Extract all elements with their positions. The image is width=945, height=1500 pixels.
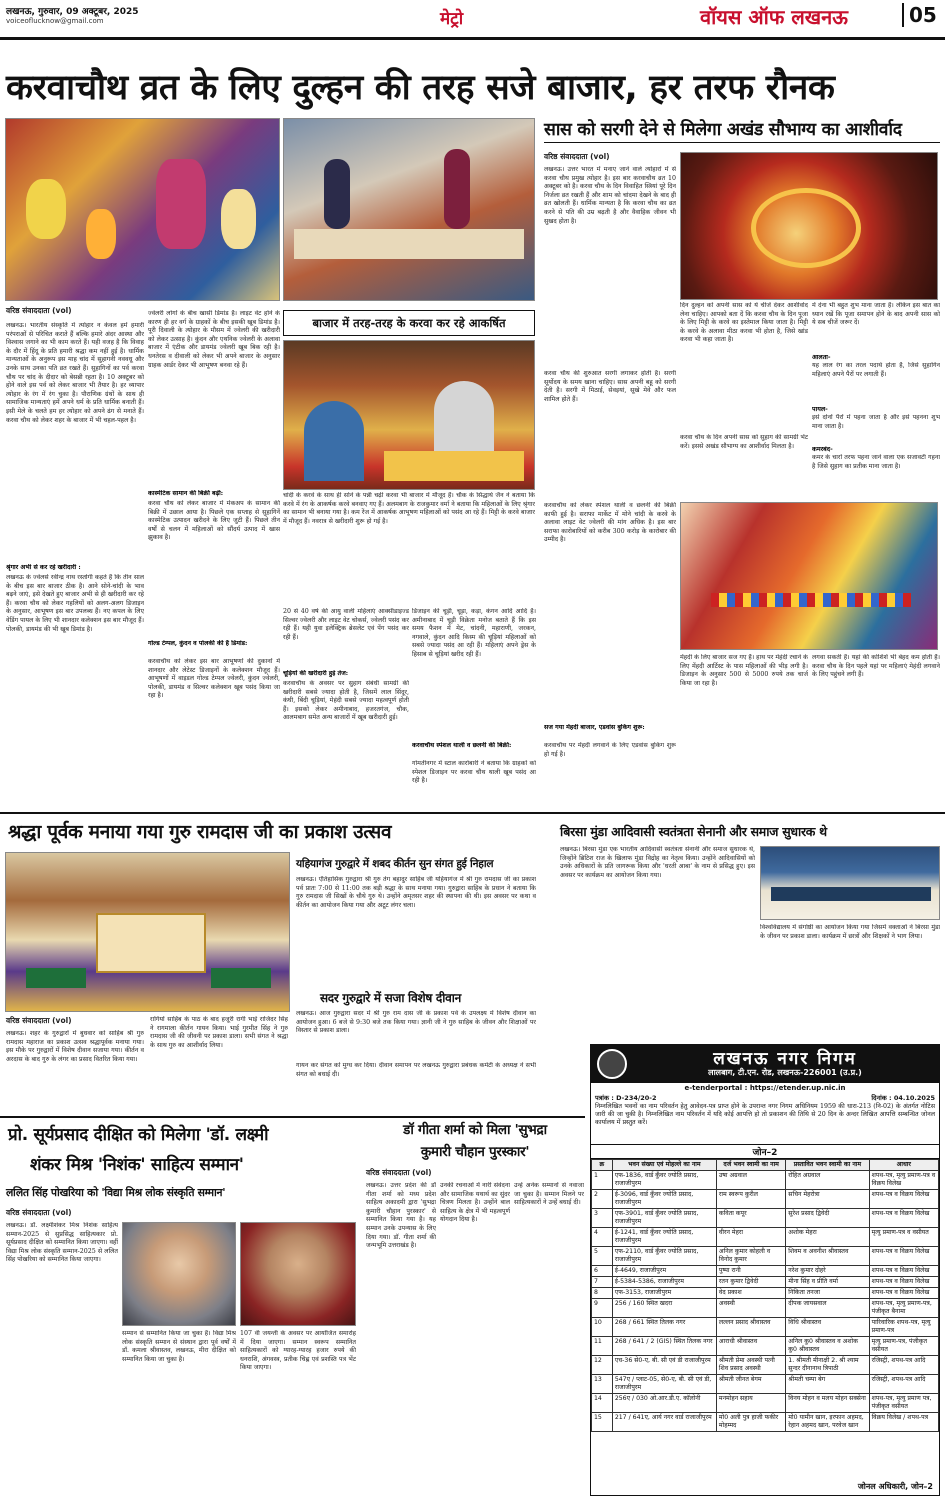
table-cell: 6: [592, 1266, 613, 1277]
table-cell: 4: [592, 1228, 613, 1247]
table-row: [592, 1171, 939, 1190]
main-byline: वरिष्ठ संवाददाता (vol): [6, 306, 72, 315]
table-header-cell: प्रस्तावित भवन स्वामी का नाम: [786, 1160, 869, 1171]
table-row: [592, 1288, 939, 1299]
sargi-col3-head3: कमरबंद-: [812, 446, 833, 453]
main-col1-head: श्रृंगार अभी से कर रहे खरीदारी :: [6, 564, 81, 571]
table-cell: 14: [592, 1394, 613, 1413]
table-row: [592, 1375, 939, 1394]
nagar-nigam-tender[interactable]: e-tenderportal : https://etender.up.nic.in: [684, 1084, 846, 1092]
guru-headline: श्रद्धा पूर्वक मनाया गया गुरु रामदास जी का प्रकाश उत्सव: [8, 821, 392, 843]
sargi-col1: लखनऊ। उत्तर भारत में मनाए जाने वाले त्योहारों में से करवा चौथ प्रमुख त्योहार है। इस बार करवाचौथ व्रत 10 अक्टूबर को है। करवा चौथ के दिन विवाहित स्त्रियां पूरे दिन निर्जला व्रत रखती हैं और शाम को चांदमा देखने के बाद ही व्रत खोलती हैं। धार्मिक मान्यता है कि करवा चौथ का व्रत करने से पति की उम्र बढ़ती है और वैवाहिक जीवन भी सुखद होता है।: [544, 166, 676, 225]
table-cell: ई-3096, वार्ड कुँवर ज्योति प्रसाद, राजाजीपुरम: [612, 1190, 716, 1209]
table-cell: निकिता तनजा: [786, 1288, 869, 1299]
table-cell: 256ए / 030 ओ.आर.डी.ए. कॉलोनी: [612, 1394, 716, 1413]
name-change-table: [591, 1159, 939, 1432]
table-row: [592, 1247, 939, 1266]
table-cell: शपथ-पत्र व विक्रय विलेख: [869, 1247, 938, 1266]
gurudwara-photo: [5, 852, 290, 1012]
main-col3b: 20 से 40 वर्ष की आयु वाली महिलाएं आक्सीडाइज्ड सिल्वर ज्वेलरी और लाइट वेट चोकर्स, ज्वेलरी पसंद कर रही हैं। यही युवा इलेक्ट्रिक ब्रेसलेट एवं पेंग पसंद कर रही हैं।: [283, 608, 409, 641]
table-cell: 1: [592, 1171, 613, 1190]
table-cell: 1. श्रीमती मीनाक्षी 2. श्री श्याम सुन्दर दीनानाथ त्रिपाठी: [786, 1356, 869, 1375]
nagar-nigam-banner: [591, 1045, 939, 1083]
main-col3: चांदी के करवे के साथ ही सोने के पन्नी चढ़ी करवा भी बाजार में मौजूद हैं। चौक के सिद्धार्थ जैन ने बताया कि करवे में रंग के आकर्षक करवे बनवाए गए हैं। अलमबाग के राजकुमार वर्मा ने बताया कि महिलाओं के लिए श्रृंगार का सामान भी बनाया गया है। कम रेंज में आकर्षक आभूषण महिलाओं को पसंद आ रहे हैं। मिट्टी के करवे बाजार में मौजूद हैं। नवरात्र से खरीदारी शुरू हो गई है।: [283, 492, 535, 525]
table-cell: विक्रय विलेख / शपथ-पत्र: [869, 1413, 938, 1432]
table-cell: रतन कुमार द्विवेदी: [716, 1277, 785, 1288]
table-cell: ई-1241, वार्ड कुँवर ज्योति प्रसाद, राजाजीपुरम: [612, 1228, 716, 1247]
table-cell: विधि श्रीवास्तव: [786, 1318, 869, 1337]
geeta-headline-1: डॉ गीता शर्मा को मिला 'सुभद्रा: [403, 1122, 547, 1138]
table-cell: वेद प्रकाश: [716, 1288, 785, 1299]
table-cell: नरेश कुमार दोहरे: [786, 1266, 869, 1277]
table-cell: वीरन मेहरा: [716, 1228, 785, 1247]
table-header-cell: दर्ज भवन स्वामी का नाम: [716, 1160, 785, 1171]
table-cell: अनिल कु0 श्रीवास्तव व अशोक कु0 श्रीवास्तव: [786, 1337, 869, 1356]
karwa-subhead-box: [283, 310, 535, 336]
sargi-col3c: इसे दोनों पैरों में पहना जाता है और इसे पहनना शुभ माना जाता है।: [812, 414, 940, 430]
table-cell: रजिस्ट्री, शपथ-पत्र आदि: [869, 1375, 938, 1394]
zone-label: जोन–2: [591, 1144, 939, 1159]
sargi-thali-photo: [680, 152, 938, 300]
table-cell: राम स्वरूप कुरील: [716, 1190, 785, 1209]
table-cell: शपथ-पत्र, मृत्यु प्रमाण-पत्र, पंजीकृत बैनामा: [869, 1299, 938, 1318]
table-cell: शपथ-पत्र व विक्रय विलेख: [869, 1266, 938, 1277]
masthead: वॉयस ऑफ लखनऊ: [700, 5, 848, 29]
birsa-event-photo: [760, 846, 940, 920]
bazar-col3: लगवा सकती हैं। यहां की कोशिशें भी बेहद कम होती हैं। करवा चौथ के दिन पहले यहां पर महिलाएं मेहंदी लगवाने के लिए पहुंचने लगी हैं।: [812, 654, 940, 679]
table-cell: शपथ-पत्र, मृत्यु प्रमाण पत्र, पंजीकृत वसीयत: [869, 1394, 938, 1413]
table-cell: अशोक मेहरा: [786, 1228, 869, 1247]
table-cell: पारिवारिक शपथ-पत्र, मृत्यु प्रमाण-पत्र: [869, 1318, 938, 1337]
sargi-col3b: यह लाल रंग का तरल पदार्थ होता है, जिसे सुहागिन महिलाएं अपने पैरों पर लगाती हैं।: [812, 362, 940, 378]
portrait-suryaprasad: [122, 1222, 236, 1326]
market-photo-1: [5, 118, 280, 301]
patrank: पत्रांक : D-234/20-2: [595, 1094, 657, 1102]
table-cell: शपथ-पत्र, मृत्यु प्रमाण-पत्र व विक्रय विलेख: [869, 1171, 938, 1190]
main-col2b: करवा चौथ को लेकर बाजार में मेकअप के सामान की बिक्री में उछाल आया है। पिछले एक सप्ताह से सुहागिनें कास्मेटिक उत्पादन खरीदने के लिए जुटी हैं। पिछले तीन वर्षों से चलन में महिलाओं को सौंदर्य उत्पाद में खास झुकाव है।: [148, 500, 280, 542]
zonal-officer: जोनल अधिकारी, जोन–2: [857, 1482, 933, 1491]
page-number: 05: [902, 3, 937, 27]
karwa-shop-photo: [283, 340, 535, 490]
table-cell: ई-5384-5386, राजाजीपुरम: [612, 1277, 716, 1288]
sargi-headline: सास को सरगी देने से मिलेगा अखंड सौभाग्य का आशीर्वाद: [544, 118, 940, 143]
bangles-photo: [680, 502, 938, 650]
sargi-col2b: करवा चौथ के दिन अपनी सास को सुहाग की सामग्री भेंट करें। इससे अखंड सौभाग्य का आशीर्वाद मिलता है।: [680, 434, 808, 450]
table-row: [592, 1413, 939, 1432]
table-cell: आराधी श्रीवास्तव: [716, 1337, 785, 1356]
geeta-col3: उन्हें अनेक सम्मानों से नवाजा जा चुका है। सम्मान मिलने पर साहित्यकारों ने उन्हें बधाई दी।: [514, 1182, 584, 1207]
table-row: [592, 1277, 939, 1288]
table-cell: 9: [592, 1299, 613, 1318]
birsa-col1: लखनऊ। बिरसा मुंडा एक भारतीय आदिवासी स्वतंत्रता सेनानी और समाज सुधारक थे, जिन्होंने ब्रिटिश राज के खिलाफ मुंडा विद्रोह का नेतृत्व किया। उन्होंने आदिवासियों को उनके अधिकारों के प्रति जागरूक किया और 'धरती आबा' के नाम से प्रसिद्ध हुए। इस अवसर पर कार्यक्रम का आयोजन किया गया।: [560, 846, 755, 879]
geeta-col2: उनकी रचनाओं में नारी संवेदना और सामाजिक यथार्थ का सुंदर चित्रण मिलता है। उन्होंने बाल साहित्य के क्षेत्र में भी महत्वपूर्ण योगदान दिया है।: [440, 1182, 510, 1224]
sahitya-subheadline: ललित सिंह पोखरिया को 'विद्या मिश्र लोक संस्कृति सम्मान': [6, 1186, 226, 1199]
page-header: [0, 0, 945, 40]
table-cell: विनय मोहन व मलय मोहन सक्सेना: [786, 1394, 869, 1413]
table-cell: शपथ-पत्र व विक्रय विलेख: [869, 1277, 938, 1288]
sargi-col2: दिन दुल्हन को अपनी सास को ये चीजें देकर आशीर्वाद लेना चाहिए। आपको बता दें कि करवा चौथ के दिन पूजा के लिए मिट्टी के करवे का इस्तेमाल किया जाता है। मिट्टी के करवे के अलावा मीठा करवा भी होता है, जिसे खांड करवा भी कहा जाता है।: [680, 302, 808, 344]
table-cell: 268 / 661 स्थित तिलक नगर: [612, 1318, 716, 1337]
main-col2c: करवाचौथ को लेकर इस बार आभूषणों की दुकानों में शानदार और लेटेस्ट डिजाइनों के कलेक्शन मौजूद हैं। आभूषणों में वाइडल गोल्ड टेम्पल ज्वेलरी, कुंदन ज्वेलरी, पोलकी, डायमंड व सिल्वर कलेक्शन खूब पसंद किया जा रहा है।: [148, 658, 280, 700]
table-cell: शपथ-पत्र व विक्रय विलेख: [869, 1209, 938, 1228]
sadar-text2: गायन कर संगत को मुग्ध कर दिया। दीवान समापन पर लखनऊ गुरुद्वारा प्रबंधक कमेटी के अध्यक्ष ने सभी संगत को बधाई दी।: [296, 1062, 536, 1078]
table-cell: एफ-3153, राजाजीपुरम: [612, 1288, 716, 1299]
table-row: [592, 1209, 939, 1228]
table-cell: एफ-3901, वार्ड कुँवर ज्योति प्रसाद, राजाजीपुरम: [612, 1209, 716, 1228]
main-col4b: गोमतीनगर में स्टाल कारोबारी ने बताया कि ग्राहकों को स्पेशल डिजाइन पर करवा चौथ थाली खूब पसंद आ रही है।: [412, 760, 536, 785]
table-row: [592, 1337, 939, 1356]
table-cell: श्रीमती प्रेमा अवस्थी पत्नी शिव प्रसाद अवस्थी: [716, 1356, 785, 1375]
table-row: [592, 1266, 939, 1277]
guru-byline: वरिष्ठ संवाददाता (vol): [6, 1016, 72, 1025]
table-cell: श्रीमती जीनत बेगम: [716, 1375, 785, 1394]
table-cell: अवस्थी: [716, 1299, 785, 1318]
table-cell: दीपक जायसवाल: [786, 1299, 869, 1318]
sargi-col1b: करवा चौथ की शुरुआत सरगी लगाकर होती है। सरगी सूर्योदय के समय खाना चाहिए। सास अपनी बहू को सरगी देती है। सरगी में मिठाई, सेवइयां, सूखे मेवे और फल शामिल होते हैं।: [544, 370, 676, 403]
table-cell: मृत्यु प्रमाण-पत्र, पंजीकृत वसीयत: [869, 1337, 938, 1356]
table-row: [592, 1394, 939, 1413]
sahitya-headline-2: शंकर मिश्र 'निशंक' साहित्य सम्मान': [30, 1155, 244, 1175]
table-cell: 268 / 641 / 2 (GIS) स्थित तिलक नगर: [612, 1337, 716, 1356]
table-header-cell: भवन संख्या एवं मोहल्ले का नाम: [612, 1160, 716, 1171]
birsa-col2: विश्वविद्यालय में संगोष्ठी का आयोजन किया गया जिसमें वक्ताओं ने बिरसा मुंडा के जीवन पर प्रकाश डाला। कार्यक्रम में छात्रों और शिक्षकों ने भाग लिया।: [760, 924, 940, 940]
main-col3-head: चूड़ियों की खरीदारी हुई तेज:: [283, 670, 349, 677]
geeta-headline-2: कुमारी चौहान पुरस्कार': [420, 1144, 530, 1160]
table-cell: ई-4649, राजाजीपुरम: [612, 1266, 716, 1277]
table-cell: लल्लन प्रसाद श्रीवास्तव: [716, 1318, 785, 1337]
main-col2-head2: गोल्ड टेम्पल, कुंदन व पोलकी की है डिमांड:: [148, 640, 248, 647]
main-col1: लखनऊ। भारतीय संस्कृति में त्योहार न केवल हमें हमारी परंपराओं से परिचित कराते हैं बल्कि हमारे अंदर आस्था और विश्वास जगाने का भी काम करते हैं। यही वजह है कि विवाह के दौर में हिंदू के प्रति हमारी श्रद्धा कम नहीं हुई है। धार्मिक मान्यताओं के अनुरूप इस माह चांद में सुहागनी नववधू और उनके साथ उनका पति व्रत रखते हैं। सुहागिनों का पर्व करवा चौथ पर चांद के दीदार को बेसब्री रहता है। 10 अक्टूबर को होने वाले इस पर्व को लेकर बाजार भी तैयार है। हर व्यापार त्योहार के रंग में रंग चुका है। पौराणिक ग्रंथों के साथ ही सामाजिक मान्यताएं हमें अपने धर्म के प्रति धार्मिक बनाती हैं। इसी मेले के चलते हम हर त्योहार को अपने ढंग से मनाते हैं। करवा चौथ को लेकर शहर के बाजार में भी चहल-पहल है।: [6, 322, 144, 424]
table-cell: 10: [592, 1318, 613, 1337]
main-col3c: करवाचौथ के अवसर पर सुहाग संबंधी सामग्री की खरीदारी सबसे ज्यादा होती है, जिसमें लाल सिंदूर, कंघी, बिंदी चूड़ियां, मेहंदी सबसे ज्यादा महत्वपूर्ण होती हैं। इसको लेकर अमीनाबाद, हजरतगंज, चौक, आलमबाग समेत अन्य बाजारों में खूब खरीदारी हुई।: [283, 680, 409, 722]
table-cell: पुष्पा रानी: [716, 1266, 785, 1277]
table-cell: रजिस्ट्री, शपथ-पत्र आदि: [869, 1356, 938, 1375]
main-col2: ज्वेलरी लोगों के बीच खासी डिमांड है। लाइट वेट होने के कारण ही हर वर्ग के ग्राहकों के बीच इसकी खूब डिमांड है। पूरी दिवाली के त्योहार के मौसम में ज्वेलरी की खरीदारी को लेकर उत्साह है। कुंदन और एथनिक ज्वेलरी के अलावा बाजार में एंटीक और डायमंड ज्वेलरी खूब बिक रही है। धनतेरस व दीवाली को लेकर भी अपने बाजार के अनुसार ग्राहक आर्डर देकर भी आभूषण बनवा रहे हैं।: [148, 310, 280, 369]
lower-divider: [0, 1116, 585, 1118]
table-header-cell: क्र: [592, 1160, 613, 1171]
table-cell: अनिल कुमार कोहली व विनोद कुमार: [716, 1247, 785, 1266]
sargi-col3: में देना भी बहुत शुभ माना जाता है। लेकिन इस बात का ध्यान रखें कि पूजा समापन होने के बाद अपनी सास को ये सब चीजें जरूर दें।: [812, 302, 940, 327]
table-cell: एफ-1836, वार्ड कुँवर ज्योति प्रसाद, राजाजीपुरम: [612, 1171, 716, 1190]
yahiyaganj-subheadline: यहियागंज गुरुद्वारे में शबद कीर्तन सुन संगत हुई निहाल: [296, 858, 494, 870]
section-divider: [0, 812, 945, 814]
table-cell: शपथ-पत्र व विक्रय विलेख: [869, 1190, 938, 1209]
sadar-subheadline: सदर गुरुद्वारे में सजा विशेष दीवान: [320, 991, 461, 1005]
table-cell: मीना सिंह व प्रीति वर्मा: [786, 1277, 869, 1288]
dinank: दिनांक : 04.10.2025: [871, 1094, 935, 1102]
table-cell: 8: [592, 1288, 613, 1299]
table-cell: 547ए / प्लाट-05, से0-ए, बी. सी एवं डी, राजाजीपुरम: [612, 1375, 716, 1394]
table-cell: 13: [592, 1375, 613, 1394]
table-row: [592, 1318, 939, 1337]
yahiyaganj-text: लखनऊ। ऐतिहासिक गुरुद्वारा श्री गुरु तेग बहादुर साहिब जी यहियागंज में श्री गुरु रामदास जी का प्रकाश पर्व प्रातः 7:00 से 11:00 तक बड़ी श्रद्धा के साथ मनाया गया। गुरुद्वारा साहिब के प्रधान ने बताया कि गुरु रामदास जी सिखों के चौथे गुरु थे। उन्होंने अमृतसर शहर की स्थापना की थी। इस अवसर पर कथा व कीर्तन का आयोजन किया गया और अटूट लंगर चला।: [296, 876, 536, 909]
sahitya-headline-1: प्रो. सूर्यप्रसाद दीक्षित को मिलेगा 'डॉ. लक्ष्मी: [8, 1125, 269, 1145]
table-cell: 217 / 641ए, आर्य नगर वार्ड राजाजीपुरम: [612, 1413, 716, 1432]
nagar-nigam-notice: [590, 1044, 940, 1496]
nagar-nigam-title: लखनऊ नगर निगम: [713, 1049, 857, 1069]
table-cell: 12: [592, 1356, 613, 1375]
table-cell: सुरेश प्रसाद द्विवेदी: [786, 1209, 869, 1228]
sadar-text: लखनऊ। आज गुरुद्वारा सदर में श्री गुरु राम दास जी के प्रकाश पर्व के उपलक्ष्य में विशेष दीवान का आयोजन हुआ। 6 बजे से 9:30 बजे तक किया गया। ज्ञानी जी ने गुरु साहिब के जीवन और शिक्षाओं पर विस्तार से प्रकाश डाला।: [296, 1010, 536, 1035]
sargi-col3-head2: पायल-: [812, 406, 828, 413]
sahitya-col2: सम्मान से सम्मानित किया जा चुका है। विद्या मिश्र लोक संस्कृति सम्मान से संस्थान द्वारा पूर्व वर्षों में डॉ. कमला श्रीवास्तव, लखनऊ, मीरा दीक्षित को सम्मानित किया जा चुका है।: [122, 1330, 236, 1363]
table-cell: उषा अग्रवाल: [716, 1171, 785, 1190]
table-cell: मो0 यामीन खान, इरफान अहमद, रेहान अहमद खान, परवेज खान: [786, 1413, 869, 1432]
table-cell: 11: [592, 1337, 613, 1356]
section-name: मेट्रो: [440, 9, 464, 29]
table-cell: रोहित अग्रवाल: [786, 1171, 869, 1190]
table-cell: मृत्यु प्रमाण-पत्र व वसीयत: [869, 1228, 938, 1247]
notice-text: निम्नलिखित भवनों का नाम परिवर्तन हेतु आवेदन-पत्र प्राप्त होने के उपरान्त नगर निगम अधिनियम 1959 की धारा-213 (नि-02) के अंतर्गत नोटिस जारी की जा चुकी है। निम्नलिखित नाम परिवर्तन में यदि कोई आपत्ति हो तो प्रकाशन की तिथि से 20 दिन के अन्दर लिखित आपत्ति सम्बन्धित जोनल कार्यालय में प्रस्तुत करें।: [595, 1103, 935, 1127]
table-row: [592, 1190, 939, 1209]
table-row: [592, 1356, 939, 1375]
nagar-nigam-logo-icon: [597, 1049, 627, 1079]
main-col1b: लखनऊ के ज्वेलर्स रवीन्द्र नाथ रस्तोगी कहते हैं कि तीन साल के बीच इस बार बाजार ठीक है। आने सोने-चांदी के भाव बढ़ने जाएं, इसे देखते हुए बाजार अभी से ही खरीदारी कर रहे हैं। करवा चौथ को लेकर गहलियों को अलग-अलग डिजाइन के अनुसार, आभूषण इस बार उपलब्ध हैं। नए कपल के लिए वेडिंग पायल के लिए भी शानदार कलेक्शन इस बार मौजूद हैं। पोलकी, डायमंड की भी खूब डिमांड है।: [6, 574, 144, 633]
sargi-col3-head1: आलता-: [812, 354, 831, 361]
guru-col1: लखनऊ। शहर के गुरुद्वारों में बुधवार को साहिब श्री गुरु रामदास महाराज का प्रकाश उत्सव श्रद्धापूर्वक मनाया गया। इस मौके पर गुरुद्वारों में विशेष दीवान सजाया गया। कीर्तन व अरदास के बाद गुरु के लंगर का प्रसाद वितरित किया गया।: [6, 1030, 144, 1063]
geeta-byline: वरिष्ठ संवाददाता (vol): [366, 1168, 432, 1177]
bazar-col1: करवाचौथ को लेकर स्पेशल थाली व छलनी की बिक्री काफी हुई है। सराफा मार्केट में मोने चांदी के करवे के अलावा लाइट वेट ज्वेलरी की मांग अधिक है। इस बार सराफा कारोबारियों को करीब 300 करोड़ के कारोबार की उम्मीद है।: [544, 502, 676, 544]
table-cell: शिवम व अवनीश श्रीवास्तव: [786, 1247, 869, 1266]
dateline: लखनऊ, गुरुवार, 09 अक्टूबर, 2025: [6, 7, 139, 17]
table-cell: 5: [592, 1247, 613, 1266]
table-cell: एच-36 से0-ए, बी. सी एवं डी राजाजीपुरम: [612, 1356, 716, 1375]
main-col4-head: करवाचौथ स्पेशल थाली व छलनी की बिक्री:: [412, 742, 512, 749]
portrait-lalit-singh: [240, 1222, 356, 1326]
guru-col2: रागियों साहिब के पाठ के बाद हजूरी रागी भाई राजिंदर सिंह ने रागमाला कीर्तन गायन किया। भाई गुरमीत सिंह ने गुरु रामदास जी की जीवनी पर प्रकाश डाला। सभी संगत ने श्रद्धा के साथ गुरु का आशीर्वाद लिया।: [150, 1016, 288, 1049]
table-cell: 7: [592, 1277, 613, 1288]
sahitya-byline: वरिष्ठ संवाददाता (vol): [6, 1208, 72, 1217]
table-cell: 2: [592, 1190, 613, 1209]
table-cell: मो0 अली पुत्र हाजी फकीर मोहम्मद: [716, 1413, 785, 1432]
nagar-nigam-address: लालबाग, टी.एन. रोड, लखनऊ-226001 (उ.प्र.): [708, 1068, 862, 1077]
sahitya-col1: लखनऊ। डॉ. लक्ष्मीशंकर मिश्र निशंक साहित्य सम्मान-2025 से सुप्रसिद्ध साहित्यकार प्रो. सूर्यप्रसाद दीक्षित को सम्मानित किया जाएगा। वहीं विद्या मिश्र लोक संस्कृति सम्मान-2025 से ललित सिंह पोखरिया को सम्मानित किया जाएगा।: [6, 1222, 118, 1264]
bazar-col2: मेंहदी के लिए बाजार सज गए हैं। हाथ पर मेहंदी रचाने के लिए मेंहदी आर्टिस्ट के पास महिलाओं की भीड़ लगी है। डिजाइन के अनुसार 500 से 5000 रुपये तक चार्ज किया जा रहा है।: [680, 654, 808, 687]
table-cell: 3: [592, 1209, 613, 1228]
main-headline: करवाचौथ व्रत के लिए दुल्हन की तरह सजे बाजार, हर तरफ रौनक: [6, 68, 835, 108]
main-col4: डिजाइन की चूड़ी, चूड़ा, कड़ा, कंगन आदि आदि है। अमीनाबाद में चूड़ी विक्रेता मनोज बताते हैं कि इस समय फैशन में मेट, चांदनी, महाराणी, जरकन, नगवाले, कुंदन आदि किस्म की चूड़ियां महिलाओं को सबसे ज्यादा पसंद आ रही हैं। महिलाएं अपने ड्रेस के हिसाब से चूड़ियां खरीद रही हैं।: [412, 608, 536, 658]
main-col2-head1: कास्मेटिक सामान की बिक्री बढ़ी:: [148, 490, 224, 497]
table-row: [592, 1228, 939, 1247]
table-cell: श्रीमती चम्पा बेग: [786, 1375, 869, 1394]
table-cell: 15: [592, 1413, 613, 1432]
table-row: [592, 1299, 939, 1318]
bazar-head: सज गया मेंहदी बाजार, एडवांस बुकिंग शुरू:: [544, 724, 645, 731]
sargi-col3d: कमर के चारों तरफ पहना जाने वाला एक सजावटी गहना है जिसे सुहाग का प्रतीक माना जाता है।: [812, 454, 940, 470]
email: voiceoflucknow@gmail.com: [6, 17, 104, 25]
sahitya-col3: 107 वीं जयन्ती के अवसर पर आयोजित समारोह में दिया जाएगा। सम्मान स्वरूप सम्मानित साहित्यकारों को ग्यारह-ग्यारह हजार रुपये की धनराशि, अंगवस्त्र, प्रतीक चिह्न एवं प्रशस्ति पत्र भेंट किया जाएगा।: [240, 1330, 356, 1372]
geeta-col1: लखनऊ। उत्तर प्रदेश की डॉ गीता शर्मा को मध्य प्रदेश साहित्य अकादमी द्वारा 'सुभद्रा कुमारी चौहान पुरस्कार' से सम्मानित किया गया है। यह सम्मान उनके उपन्यास के लिए दिया गया। डॉ. गीता शर्मा की जन्मभूमि उत्तराखंड है।: [366, 1182, 436, 1250]
birsa-headline: बिरसा मुंडा आदिवासी स्वतंत्रता सेनानी और समाज सुधारक थे: [560, 824, 827, 839]
table-cell: शपथ-पत्र व विक्रय विलेख: [869, 1288, 938, 1299]
table-cell: सचिन मेहरोत्रा: [786, 1190, 869, 1209]
table-cell: एफ-2110, वार्ड कुँवर ज्योति प्रसाद, राजाजीपुरम: [612, 1247, 716, 1266]
table-header-cell: आधार: [869, 1160, 938, 1171]
table-cell: मनमोहन सहाय: [716, 1394, 785, 1413]
table-cell: कविता कपूर: [716, 1209, 785, 1228]
karwa-subheadline: बाजार में तरह-तरह के करवा कर रहे आकर्षित: [312, 316, 506, 330]
sargi-byline: वरिष्ठ संवाददाता (vol): [544, 152, 610, 161]
bazar-col1b: करवाचौथ पर मेंहदी लगवाने के लिए एडवांस बुकिंग शुरू हो गई है।: [544, 742, 676, 758]
market-photo-2: [283, 118, 535, 301]
table-cell: 256 / 160 स्थित खदरा: [612, 1299, 716, 1318]
